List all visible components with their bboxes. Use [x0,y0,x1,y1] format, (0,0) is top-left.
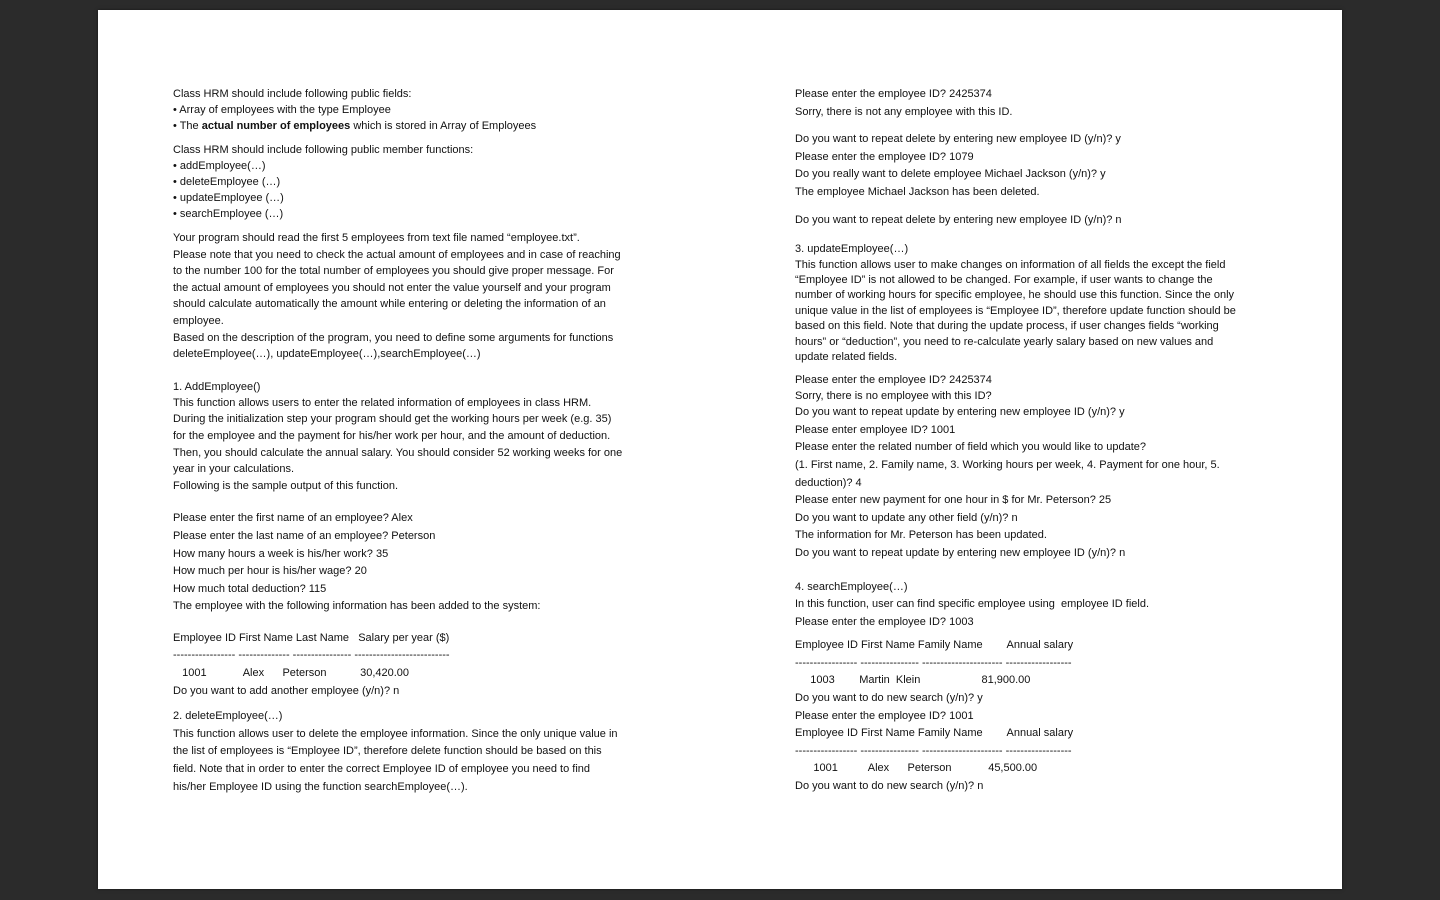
add-sample-output: Please enter the first name of an employee? Alex Please enter the last name of an employee? Peterson How many hours a week is his/her work? 35 How much per hour is his/her wage? 20 How much total deduction? 115 The employee with the following information has been added to the system: [173,512,541,613]
search-line: Please enter the employee ID? 1001 [795,709,974,722]
search-final-prompt: Do you want to do new search (y/n)? n [795,780,984,793]
search-table-rule: ----------------- ---------------- ---------------------- ------------------ [795,744,1072,757]
add-table-header: Employee ID First Name Last Name Salary per year ($) [173,631,450,644]
update-sample-output: Do you want to repeat update by entering new employee ID (y/n)? y Please enter employee ID? 1001 Please enter the related number of field which you would like to update? (1. First name, 2. Family name, 3. Working hours per week, 4. Payment for one hour, 5. deduction)? 4 Please enter new payment for one hour in $ for Mr. Peterson? 25 Do you want to update any other field (y/n)? n The information for Mr. Peterson has been updated. Do you want to repeat update by entering new employee ID (y/n)? n [795,406,1220,559]
update-heading: 3. updateEmployee(…) [795,243,909,256]
function-item: • updateEmployee (…) [173,192,284,204]
function-item: • searchEmployee (…) [173,208,284,220]
delete-sample-line: Please enter the employee ID? 1079 [795,150,974,163]
search-table-rule: ----------------- ---------------- ---------------------- ------------------ [795,656,1072,669]
add-table-rule: ----------------- -------------- ---------------- -------------------------- [173,649,450,662]
delete-heading: 2. deleteEmployee(…) [173,710,283,723]
add-table-row: 1001 Alex Peterson 30,420.00 [173,667,410,680]
delete-sample-line: Do you want to repeat delete by entering new employee ID (y/n)? n [795,213,1122,226]
update-description: This function allows user to make changes on information of all fields the except the field “Employee ID” is not allowed to be changed. For example, if user wants to change the number of working hours for specific employee, he should use this function. Since the only unique value in the list of employees is “Employee ID”, therefore update function should be based on this field. Note that during the update process, if user changes fields “working hours” or “deduction”, you need to re-calculate yearly salary based on new values and update related fields. [795,258,1236,363]
field-item: • Array of employees with the type Employee [173,104,391,116]
add-again-prompt: Do you want to add another employee (y/n)? n [173,684,400,697]
delete-sample-line: Please enter the employee ID? 2425374 [795,88,992,100]
function-item: • addEmployee(…) [173,160,266,172]
delete-sample-line: The employee Michael Jackson has been deleted. [795,185,1040,198]
search-line: Do you want to do new search (y/n)? y [795,692,983,705]
add-heading: 1. AddEmployee() [173,380,261,393]
delete-sample-line: Do you want to repeat delete by entering new employee ID (y/n)? y [795,133,1121,146]
right-column [795,86,1265,796]
delete-sample-line: Do you really want to delete employee Michael Jackson (y/n)? y [795,168,1106,181]
search-table-header: Employee ID First Name Family Name Annual salary [795,727,1074,740]
update-sample-line: Sorry, there is no employee with this ID? [795,389,992,402]
search-line: Please enter the employee ID? 1003 [795,615,974,628]
add-description: This function allows users to enter the related information of employees in class HRM. During the initialization step your program should get the working hours per week (e.g. 35) for the employee and the payment for his/her work per hour, and the amount of deduction. Then, you should calculate the annual salary. You should consider 52 working weeks for one year in your calculations. Following is the sample output of this function. [173,396,623,492]
search-line: In this function, user can find specific employee using employee ID field. [795,598,1150,611]
program-description: Your program should read the first 5 employees from text file named “employee.txt”. Please note that you need to check the actual amount of employees and in case of reaching to the number 100 for the total number of employees you should give proper message. For the actual amount of employees you should not enter the value yourself and your program should calculate automatically the amount while entering or deleting the information of an employee. Based on the description of the program, you need to define some arguments for functions deleteEmployee(…), updateEmployee(…),searchEmployee(…) [173,232,621,361]
search-table-header: Employee ID First Name Family Name Annual salary [795,639,1074,652]
update-sample-line: Please enter the employee ID? 2425374 [795,374,992,387]
search-heading: 4. searchEmployee(…) [795,580,908,593]
field-item: • The actual number of employees which is stored in Array of Employees [173,120,537,132]
left-column [173,86,653,796]
search-table-row: 1001 Alex Peterson 45,500.00 [795,762,1038,775]
delete-sample-line: Sorry, there is not any employee with this ID. [795,105,1013,118]
fields-intro: Class HRM should include following public fields: [173,88,412,100]
delete-description: This function allows user to delete the employee information. Since the only unique value in the list of employees is “Employee ID”, therefore delete function should be based on this field. Note that in order to enter the correct Employee ID of employee you need to find his/her Employee ID using the function searchEmployee(…). [173,727,618,793]
document-page [98,10,1342,889]
search-table-row: 1003 Martin Klein 81,900.00 [795,674,1031,687]
functions-intro: Class HRM should include following public member functions: [173,144,474,156]
function-item: • deleteEmployee (…) [173,176,281,188]
